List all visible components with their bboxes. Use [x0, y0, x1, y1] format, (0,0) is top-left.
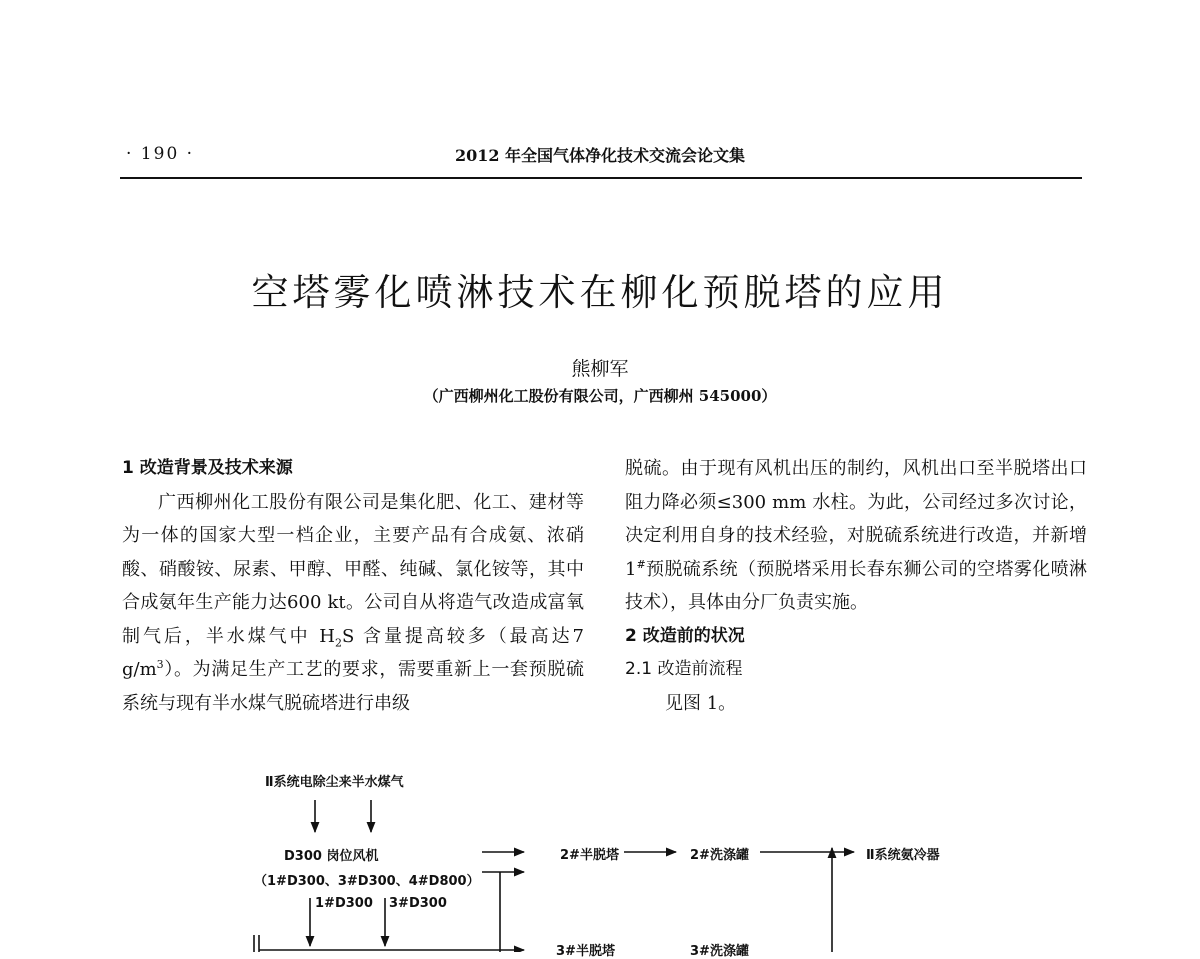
author: 熊柳军 — [571, 358, 629, 380]
running-header: 2012 年全国气体净化技术交流会论文集 — [454, 146, 746, 165]
diagram-source-label: Ⅱ系统电除尘来半水煤气 — [265, 775, 404, 790]
diagram-blower-units: （1#D300、3#D300、4#D800） — [254, 874, 480, 889]
page-number: · 190 · — [126, 144, 195, 164]
diagram-branch-3: 3#D300 — [389, 896, 447, 911]
p2-text-a: 脱硫。由于现有风机出压的制约，风机出口至半脱塔出口阻力降必须≤300 mm 水柱。为此，公司经过多次讨论，决定利用自身的技术经验，对脱硫系统进行改造，并新增1 — [625, 458, 1087, 580]
diagram-wash-tank-2: 2#洗涤罐 — [690, 848, 749, 863]
article-title: 空塔雾化喷淋技术在柳化预脱塔的应用 — [251, 271, 949, 314]
m3-superscript: 3 — [156, 658, 164, 671]
hash-superscript: # — [636, 557, 646, 571]
p2-text-b: 预脱硫系统（预脱塔采用长春东狮公司的空塔雾化喷淋技术），具体由分厂负责实施。 — [625, 558, 1087, 613]
section-2-heading: 2 改造前的状况 — [625, 625, 745, 646]
figure-reference: 见图 1。 — [665, 692, 737, 714]
affiliation: （广西柳州化工股份有限公司，广西柳州 545000） — [423, 387, 777, 405]
p1-text-b: S 含量提高较多（最高达7 g/m — [122, 625, 584, 680]
p1-text-c: ）。为满足生产工艺的要求，需要重新上一套预脱硫系统与现有半水煤气脱硫塔进行串级 — [122, 659, 584, 714]
section-2-1-heading: 2.1 改造前流程 — [625, 659, 743, 679]
h2s-subscript: 2 — [334, 636, 342, 650]
diagram-semi-tower-2: 2#半脱塔 — [560, 848, 619, 863]
diagram-wash-tank-3: 3#洗涤罐 — [690, 944, 749, 959]
diagram-semi-tower-3: 3#半脱塔 — [556, 944, 615, 959]
section-1-heading: 1 改造背景及技术来源 — [122, 458, 293, 478]
diagram-branch-1: 1#D300 — [315, 896, 373, 911]
p1-text-a: 广西柳州化工股份有限公司是集化肥、化工、建材等为一体的国家大型一档企业，主要产品有合成氨、浓硝酸、硝酸铵、尿素、甲醇、甲醛、纯碱、氯化铵等，其中合成氨年生产能力达600 kt。公司自从将造气改造成富氧制气后，半水煤气中 H — [122, 491, 584, 647]
diagram-blower-label: D300 岗位风机 — [284, 849, 379, 864]
diagram-cooler: Ⅱ系统氨冷器 — [866, 848, 940, 863]
